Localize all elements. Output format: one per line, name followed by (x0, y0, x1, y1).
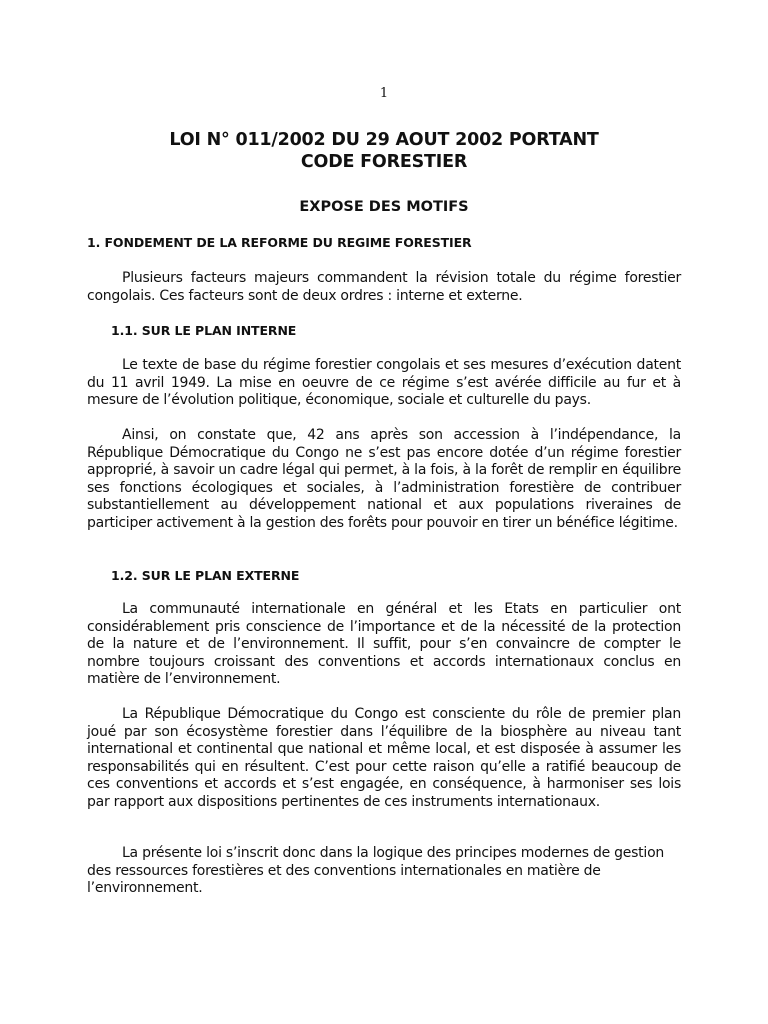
section-1-1-paragraph-1: Le texte de base du régime forestier congolais et ses mesures d’exécution datent du 11 avril 1949. La mise en oeuvre de ce régime s’est avérée difficile au fur et à mesure de l’évolution politique, économique, sociale et culturelle du pays. (87, 357, 681, 409)
section-1-1-heading: 1.1. SUR LE PLAN INTERNE (111, 323, 297, 338)
section-1-2-paragraph-2: La République Démocratique du Congo est consciente du rôle de premier plan joué par son écosystème forestier dans l’équilibre de la biosphère au niveau tant international et continental que national et même local, et est disposée à assumer les responsabilités qui en résultent. C’est pour cette raison qu’elle a ratifié beaucoup de ces conventions et accords et s’est engagée, en conséquence, à harmoniser ses lois par rapport aux dispositions pertinentes de ces instruments internationaux. (87, 706, 681, 810)
section-1-1-paragraph-2: Ainsi, on constate que, 42 ans après son accession à l’indépendance, la République Démocratique du Congo ne s’est pas encore dotée d’un régime forestier approprié, à savoir un cadre légal qui permet, à la fois, à la forêt de remplir en équilibre ses fonctions écologiques et sociales, à l’administration forestière de contribuer substantiellement au développement national et aux populations riveraines de participer activement à la gestion des forêts pour pouvoir en tirer un bénéfice légitime. (87, 427, 681, 531)
section-1-paragraph: Plusieurs facteurs majeurs commandent la révision totale du régime forestier congolais. Ces facteurs sont de deux ordres : interne et externe. (87, 270, 681, 304)
expose-heading: EXPOSE DES MOTIFS (299, 199, 469, 215)
section-1-2-paragraph-3: La présente loi s’inscrit donc dans la logique des principes modernes de gestion des ressources forestières et des conventions internationales en matière de l’environnement. (87, 845, 665, 897)
section-1-2-heading: 1.2. SUR LE PLAN EXTERNE (111, 568, 300, 583)
document-title (0, 129, 768, 173)
section-1-heading: 1. FONDEMENT DE LA REFORME DU REGIME FORESTIER (87, 235, 472, 250)
title-line-2: CODE FORESTIER (300, 152, 468, 172)
title-line-1: LOI N° 011/2002 DU 29 AOUT 2002 PORTANT (169, 130, 599, 150)
page-number: 1 (379, 86, 389, 101)
section-1-2-paragraph-1: La communauté internationale en général et les Etats en particulier ont considérablement pris conscience de l’importance et de la nécessité de la protection de la nature et de l’environnement. Il suffit, pour s’en convaincre de compter le nombre toujours croissant des conventions et accords internationaux conclus en matière de l’environnement. (87, 601, 681, 688)
